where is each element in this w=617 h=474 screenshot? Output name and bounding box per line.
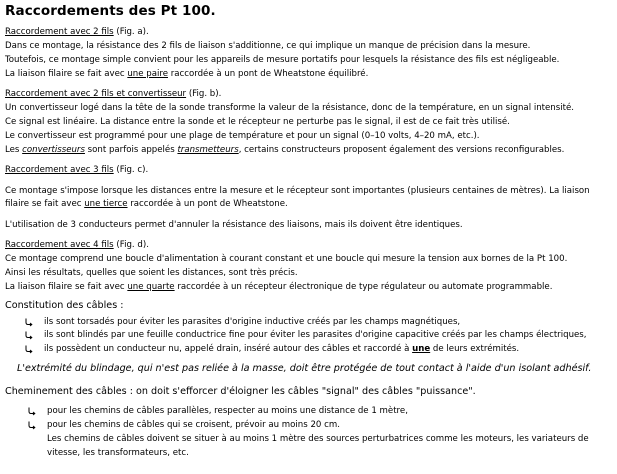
paragraph-line: Un convertisseur logé dans la tête de la sonde transforme la valeur de la résistance, donc de la température, en un signal intensité. (5, 103, 575, 113)
page-title: Raccordements des Pt 100. (5, 3, 216, 19)
paragraph-line: Ainsi les résultats, quelles que soient les distances, sont très précis. (5, 268, 298, 278)
paragraph-line: Ce signal est linéaire. La distance entre la sonde et le récepteur ne perturbe pas le signal, il est de ce fait très utilisé. (5, 117, 510, 127)
hook-arrow-icon (27, 407, 36, 416)
paragraph-line: filaire se fait avec une tierce raccordée à un pont de Wheatstone. (5, 199, 288, 209)
paragraph-line: Toutefois, ce montage simple convient pour les appareils de mesure portatifs pour lesquels la résistance des fils est négligeable. (5, 55, 560, 65)
section-heading-2-wires: Raccordement avec 2 fils (Fig. a). (5, 27, 149, 37)
routing-heading: Cheminement des câbles : on doit s'efforcer d'éloigner les câbles "signal" des câbles "puissance". (5, 386, 476, 397)
cables-heading: Constitution des câbles : (5, 300, 124, 311)
hook-arrow-icon (24, 345, 33, 354)
routing-paragraph-line: Les chemins de câbles doivent se situer à au moins 1 mètre des sources perturbatrices comme les moteurs, les variateurs de (47, 434, 589, 444)
paragraph-line: Ce montage comprend une boucle d'alimentation à courant constant et une boucle qui mesure la tension aux bornes de la Pt 100. (5, 254, 568, 264)
section-heading-4-wires: Raccordement avec 4 fils (Fig. d). (5, 240, 149, 250)
paragraph-line: Les convertisseurs sont parfois appelés transmetteurs, certains constructeurs proposent également des versions reconfigurables. (5, 145, 565, 155)
paragraph-line: Dans ce montage, la résistance des 2 fils de liaison s'additionne, ce qui implique un manque de précision dans la mesure. (5, 41, 531, 51)
shield-note: L'extrémité du blindage, qui n'est pas reliée à la masse, doit être protégée de tout contact à l'aide d'un isolant adhésif. (17, 363, 592, 374)
paragraph-line: Le convertisseur est programmé pour une plage de température et pour un signal (0–10 volts, 4–20 mA, etc.). (5, 131, 480, 141)
paragraph-line: Ce montage s'impose lorsque les distances entre la mesure et le récepteur sont importantes (plusieurs centaines de mètres). La liaison (5, 186, 590, 196)
cables-bullet: ils sont torsadés pour éviter les parasites d'origine inductive créés par les champs magnétiques, (44, 317, 461, 327)
hook-arrow-icon (24, 331, 33, 340)
section-heading-2-wires-converter: Raccordement avec 2 fils et convertisseur (Fig. b). (5, 89, 222, 99)
routing-paragraph-line: vitesse, les transformateurs, etc. (47, 448, 189, 458)
section-heading-3-wires: Raccordement avec 3 fils (Fig. c). (5, 165, 149, 175)
hook-arrow-icon (24, 318, 33, 327)
paragraph-line: L'utilisation de 3 conducteurs permet d'annuler la résistance des liaisons, mais ils doivent être identiques. (5, 220, 463, 230)
routing-bullet: pour les chemins de câbles qui se croisent, prévoir au moins 20 cm. (47, 420, 340, 430)
paragraph-line: La liaison filaire se fait avec une quarte raccordée à un récepteur électronique de type régulateur ou automate programmable. (5, 282, 553, 292)
cables-bullet: ils sont blindés par une feuille conductrice fine pour éviter les parasites d'origine capacitive créés par les champs électriques, (44, 330, 587, 340)
paragraph-line: La liaison filaire se fait avec une paire raccordée à un pont de Wheatstone équilibré. (5, 69, 369, 79)
hook-arrow-icon (27, 421, 36, 430)
cables-bullet: ils possèdent un conducteur nu, appelé drain, inséré autour des câbles et raccordé à une de leurs extrémités. (44, 344, 520, 354)
routing-bullet: pour les chemins de câbles parallèles, respecter au moins une distance de 1 mètre, (47, 406, 408, 416)
